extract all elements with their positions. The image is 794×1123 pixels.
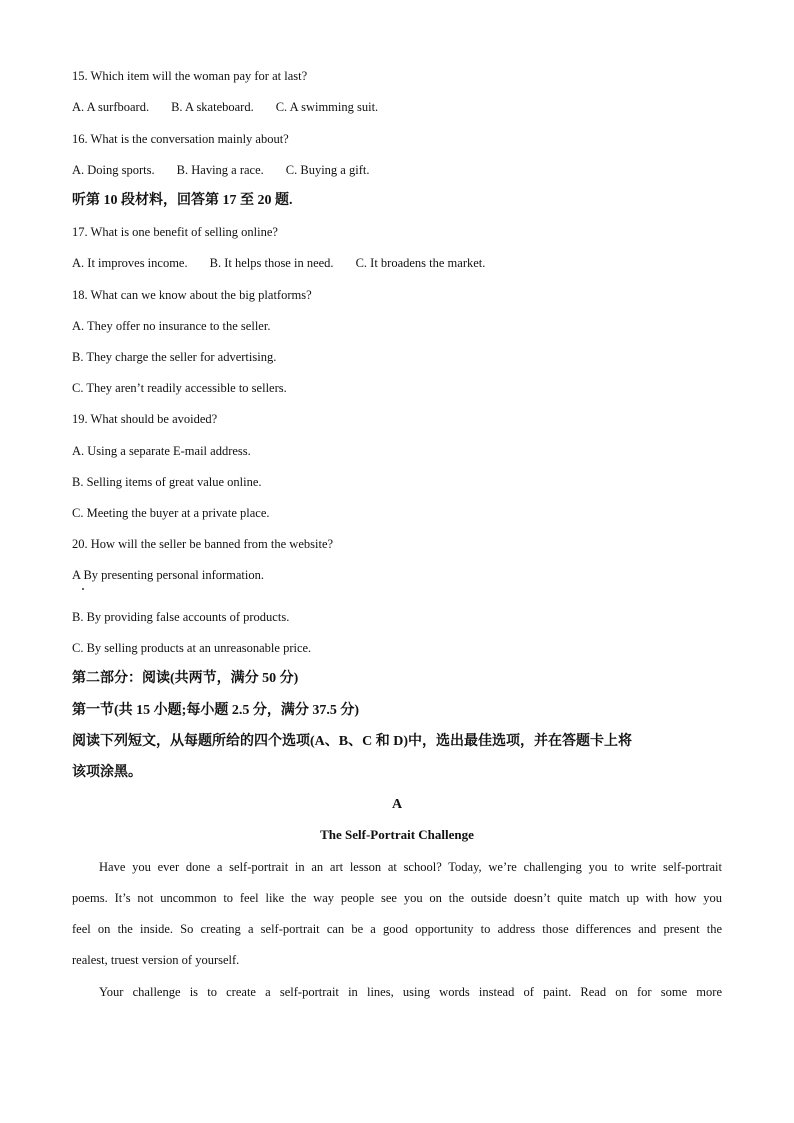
part2-heading: 第二部分：阅读(共两节，满分 50 分) (72, 671, 299, 686)
passage-line-3: feel on the inside. So creating a self-portrait can be a good opportunity to address those differences and present the (72, 922, 722, 936)
question-17-options (72, 255, 485, 271)
option-c: C. A swimming suit. (275, 100, 379, 114)
option-b: B. Having a race. (176, 163, 264, 177)
question-15-options (72, 99, 378, 115)
option-b: B. A skateboard. (171, 100, 254, 114)
passage-line-2: poems. It’s not uncommon to feel like the way people see you on the outside doesn’t quite match up with how you (72, 891, 722, 905)
option-b: B. It helps those in need. (209, 256, 334, 270)
question-18-option-a: A. They offer no insurance to the seller. (72, 319, 271, 333)
question-17: 17. What is one benefit of selling online? (72, 225, 278, 239)
question-16: 16. What is the conversation mainly about? (72, 132, 289, 146)
question-18-option-c: C. They aren’t readily accessible to sellers. (72, 381, 287, 395)
instruction-line-1: 阅读下列短文，从每题所给的四个选项(A、B、C 和 D)中，选出最佳选项，并在答题卡上将 (72, 734, 632, 749)
option-c: C. It broadens the market. (355, 256, 486, 270)
question-18: 18. What can we know about the big platforms? (72, 288, 312, 302)
question-15: 15. Which item will the woman pay for at last? (72, 69, 308, 83)
question-20: 20. How will the seller be banned from the website? (72, 537, 334, 551)
passage-line-1: Have you ever done a self-portrait in an art lesson at school? Today, we’re challenging you to write self-portrait (99, 860, 722, 874)
stray-dot (82, 588, 84, 590)
question-19: 19. What should be avoided? (72, 412, 218, 426)
option-a: A. It improves income. (72, 256, 188, 270)
question-18-option-b: B. They charge the seller for advertising. (72, 350, 277, 364)
question-20-option-b: B. By providing false accounts of products. (72, 610, 290, 624)
question-19-option-c: C. Meeting the buyer at a private place. (72, 506, 270, 520)
option-c: C. Buying a gift. (285, 163, 370, 177)
passage-letter: A (391, 797, 403, 812)
passage-title: The Self-Portrait Challenge (320, 827, 474, 842)
section10-heading: 听第 10 段材料，回答第 17 至 20 题. (72, 193, 293, 208)
question-19-option-b: B. Selling items of great value online. (72, 475, 262, 489)
option-a: A. A surfboard. (72, 100, 150, 114)
question-19-option-a: A. Using a separate E-mail address. (72, 444, 251, 458)
instruction-line-2: 该项涂黑。 (72, 765, 142, 780)
section1-heading: 第一节(共 15 小题;每小题 2.5 分，满分 37.5 分) (72, 703, 359, 718)
question-16-options (72, 162, 369, 178)
option-a: A. Doing sports. (72, 163, 155, 177)
passage-line-5: Your challenge is to create a self-portrait in lines, using words instead of paint. Read on for some more (99, 985, 722, 999)
passage-line-4: realest, truest version of yourself. (72, 953, 240, 967)
question-20-option-a: A By presenting personal information. (72, 568, 264, 582)
question-20-option-c: C. By selling products at an unreasonable price. (72, 641, 312, 655)
